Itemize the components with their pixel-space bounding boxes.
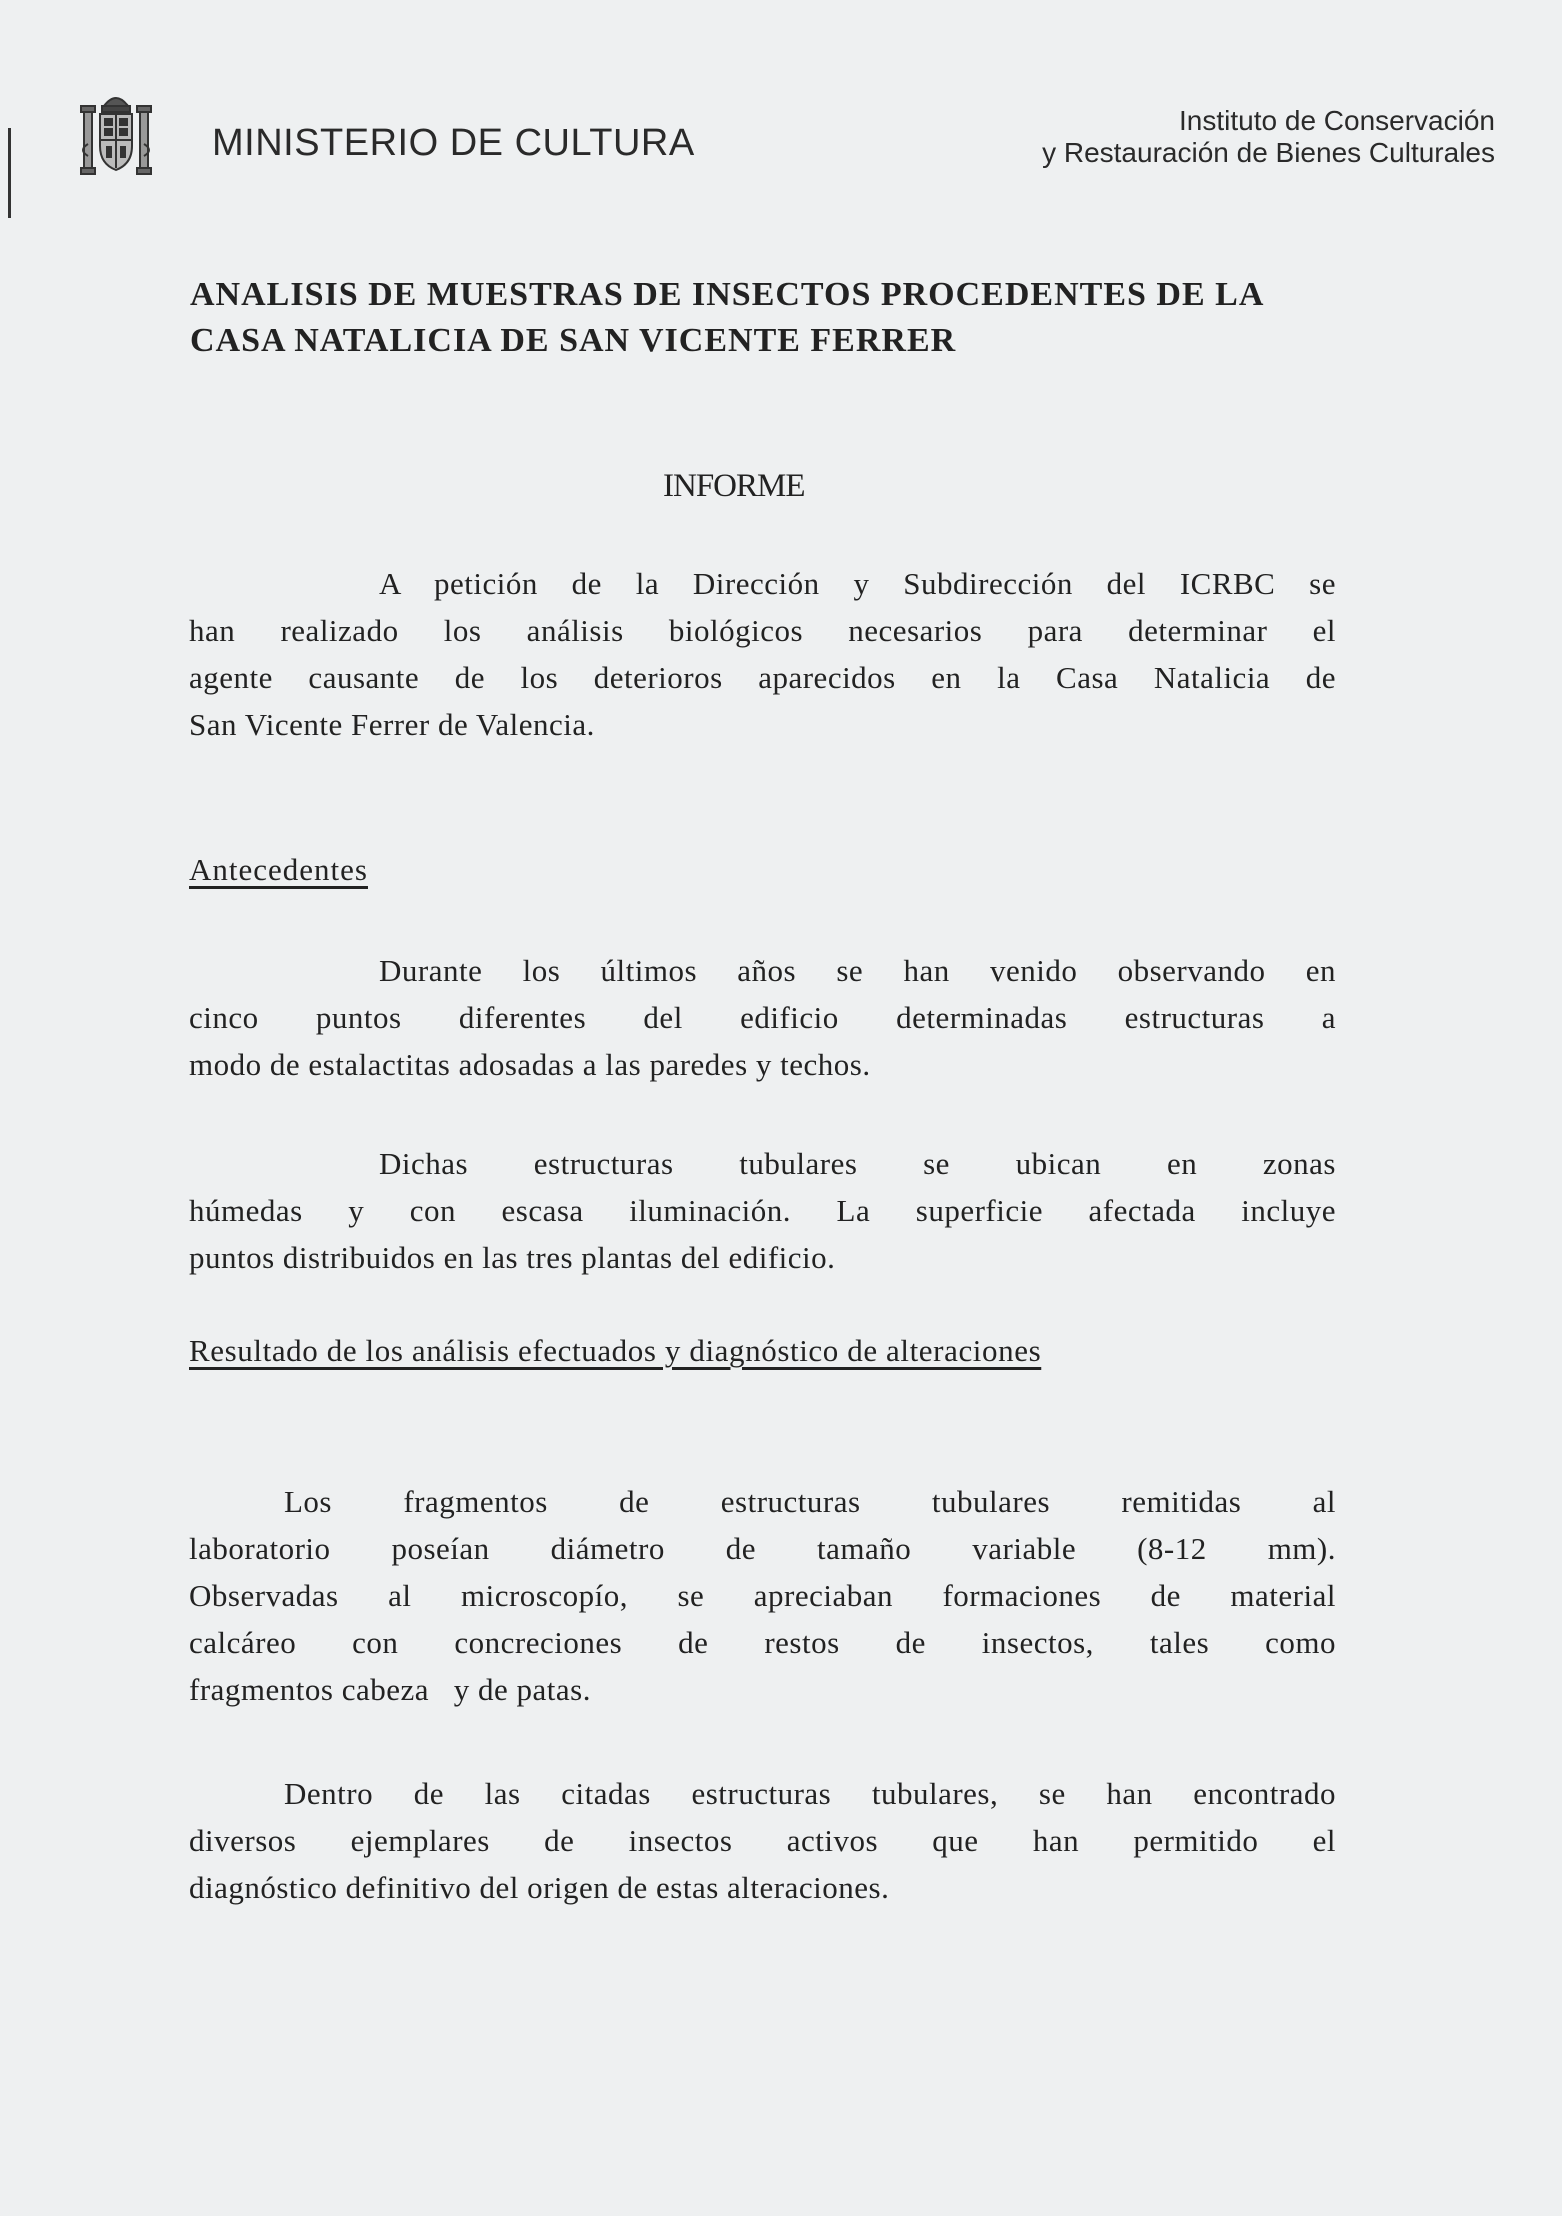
paragraph-line: San Vicente Ferrer de Valencia.	[189, 707, 595, 742]
antecedentes-paragraph-2	[189, 1140, 1336, 1281]
paragraph-line: Observadas al microscopío, se apreciaban formaciones de material	[189, 1578, 1336, 1613]
paragraph-line: Los fragmentos de estructuras tubulares remitidas al	[284, 1484, 1336, 1519]
paragraph-line: Durante los últimos años se han venido observando en	[379, 953, 1336, 988]
institute-name	[1042, 105, 1495, 169]
scan-edge-mark	[8, 128, 11, 218]
paragraph-line: húmedas y con escasa iluminación. La superficie afectada incluye	[189, 1193, 1336, 1228]
paragraph-line: puntos distribuidos en las tres plantas del edificio.	[189, 1240, 836, 1275]
paragraph-line: modo de estalactitas adosadas a las paredes y techos.	[189, 1047, 871, 1082]
intro-paragraph	[189, 560, 1336, 748]
antecedentes-paragraph-1	[189, 947, 1336, 1088]
section-heading-resultados: Resultado de los análisis efectuados y diagnóstico de alteraciones	[189, 1333, 1042, 1368]
institute-line-2: y Restauración de Bienes Culturales	[1042, 137, 1495, 168]
paragraph-line: calcáreo con concreciones de restos de insectos, tales como	[189, 1625, 1336, 1660]
section-heading-antecedentes: Antecedentes	[189, 852, 368, 887]
coat-of-arms-icon	[74, 84, 158, 184]
document-title	[190, 272, 1400, 364]
paragraph-line: diversos ejemplares de insectos activos que han permitido el	[189, 1823, 1336, 1858]
paragraph-line: Dentro de las citadas estructuras tubulares, se han encontrado	[284, 1776, 1336, 1811]
resultados-paragraph-1	[189, 1478, 1336, 1713]
resultados-paragraph-2	[189, 1770, 1336, 1911]
paragraph-line: diagnóstico definitivo del origen de estas alteraciones.	[189, 1870, 890, 1905]
title-line-2: CASA NATALICIA DE SAN VICENTE FERRER	[190, 322, 957, 359]
institute-line-1: Instituto de Conservación	[1179, 105, 1495, 136]
ministry-name: MINISTERIO DE CULTURA	[212, 122, 695, 164]
paragraph-line: laboratorio poseían diámetro de tamaño variable (8-12 mm).	[189, 1531, 1336, 1566]
paragraph-line: Dichas estructuras tubulares se ubican en zonas	[379, 1146, 1336, 1181]
paragraph-line: fragmentos cabeza y de patas.	[189, 1672, 591, 1707]
paragraph-line: cinco puntos diferentes del edificio determinadas estructuras a	[189, 1000, 1336, 1035]
document-subtitle: INFORME	[663, 468, 805, 504]
paragraph-line: agente causante de los deterioros aparecidos en la Casa Natalicia de	[189, 660, 1336, 695]
paragraph-line: A petición de la Dirección y Subdirección del ICRBC se	[379, 566, 1336, 601]
title-line-1: ANALISIS DE MUESTRAS DE INSECTOS PROCEDENTES DE LA	[190, 276, 1265, 313]
paragraph-line: han realizado los análisis biológicos necesarios para determinar el	[189, 613, 1336, 648]
